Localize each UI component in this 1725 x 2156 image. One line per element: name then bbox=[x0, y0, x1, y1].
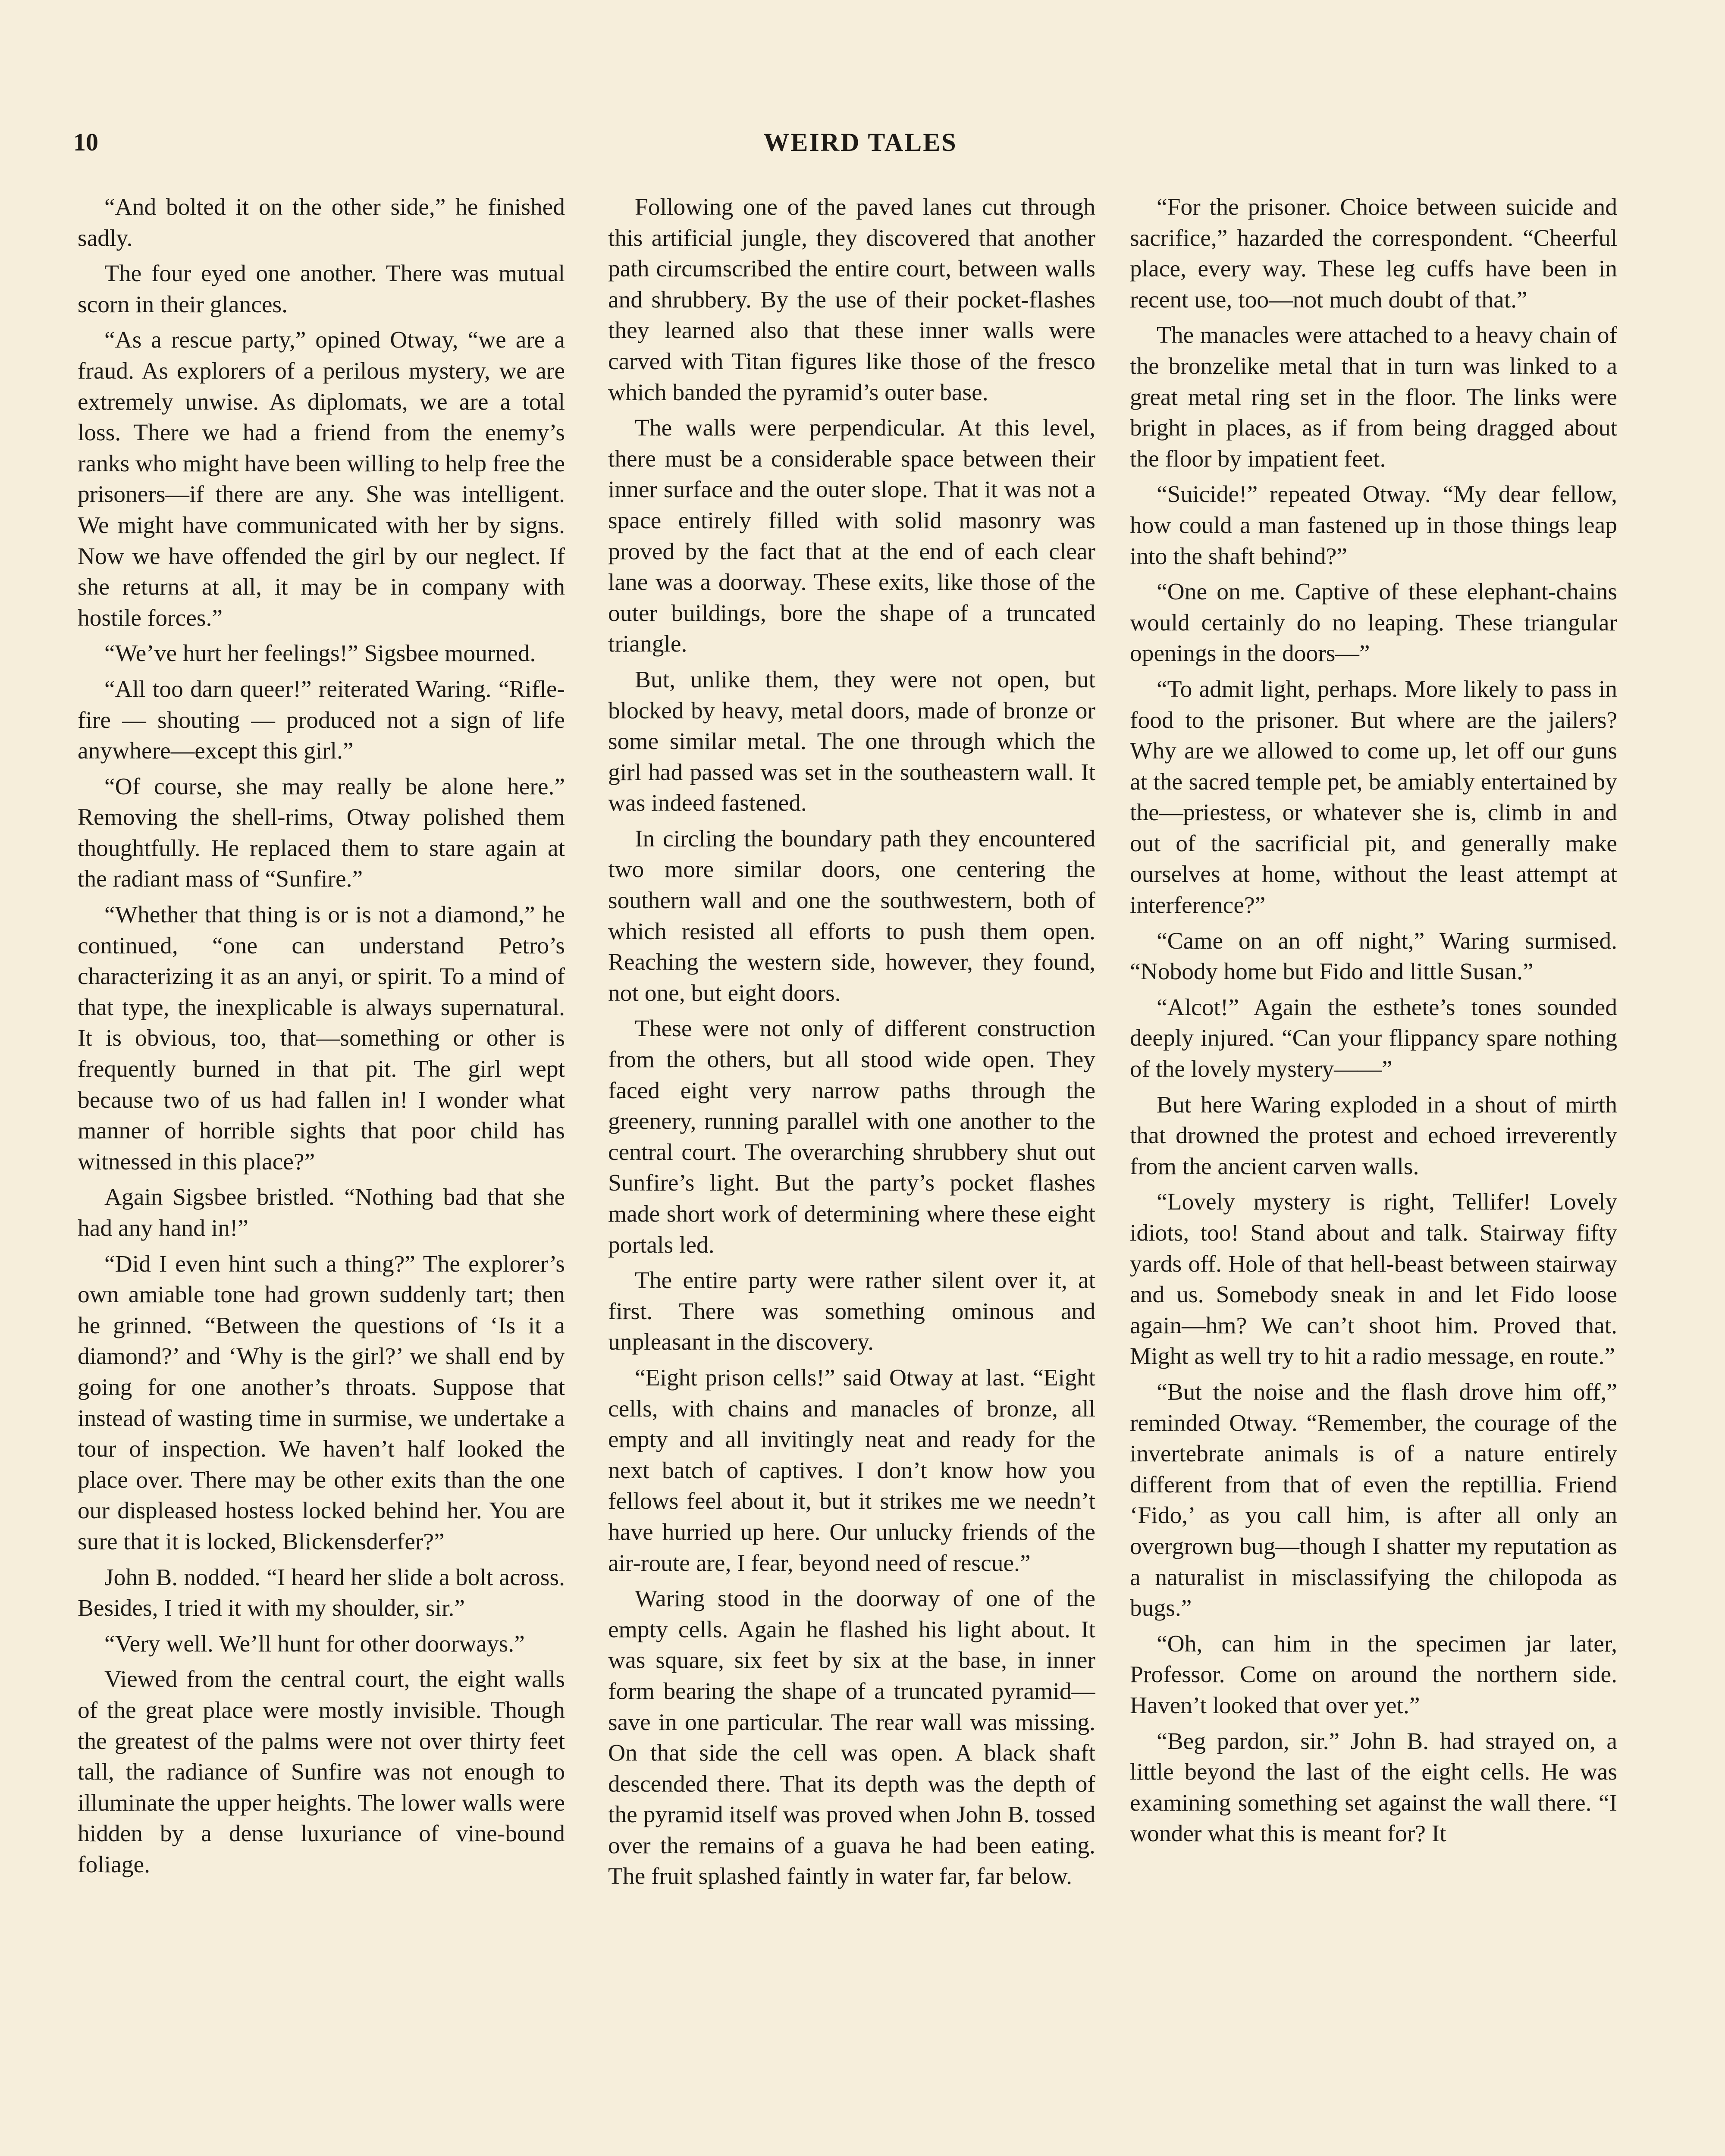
paragraph: “Did I even hint such a thing?” The explorer’s own amiable tone had grown suddenly tart; then he grinned. “Between the questions of ‘Is it a diamond?’ and ‘Why is the girl?’ we shall end by going for one another’s throats. Suppose that instead of wasting time in surmise, we undertake a tour of inspection. We haven’t half looked the place over. There may be other exits than the one our displeased hostess locked behind her. You are sure that it is locked, Blickensderfer?” bbox=[78, 1250, 565, 1555]
paragraph: “To admit light, perhaps. More likely to pass in food to the prisoner. But where are the jailers? Why are we allowed to come up, let off our guns at the sacred temple pet, be amiably entertained by the—priestess, or whatever she is, climb in and out of the sacrificial pit, and generally make ourselves at home, without the least attempt at interference?” bbox=[1130, 676, 1617, 919]
paragraph: “Whether that thing is or is not a diamond,” he continued, “one can understand Petro’s characterizing it as an anyi, or spirit. To a mind of that type, the inexplicable is always supernatural. It is obvious, too, that—something or other is frequently burned in that pit. The girl wept because two of us had fallen in! I wonder what manner of horrible sights that poor child has witnessed in this place?” bbox=[78, 902, 565, 1175]
text-column-3 bbox=[1130, 192, 1617, 2156]
paragraph: These were not only of different construction from the others, but all stood wide open. They faced eight very narrow paths through the greenery, running parallel with one another to the central court. The overarching shrubbery shut out Sunfire’s light. But the party’s pocket flashes made short work of determining where these eight portals led. bbox=[608, 1015, 1095, 1258]
paragraph: “Very well. We’ll hunt for other doorways.” bbox=[104, 1630, 525, 1657]
text-column-1 bbox=[78, 192, 565, 2156]
paragraph: “And bolted it on the other side,” he finished sadly. bbox=[78, 194, 565, 251]
paragraph: “As a rescue party,” opined Otway, “we are a fraud. As explorers of a perilous mystery, we are extremely unwise. As diplomats, we are a total loss. There we had a friend from the enemy’s ranks who might have been willing to help free the prisoners—if there are any. She was intelligent. We might have communicated with her by signs. Now we have offended the girl by our neglect. If she returns at all, it may be in company with hostile forces.” bbox=[78, 327, 565, 631]
paragraph: Waring stood in the doorway of one of the empty cells. Again he flashed his light about. It was square, six feet by six at the base, in inner form bearing the shape of a truncated pyramid—save in one particular. The rear wall was missing. On that side the cell was open. A black shaft descended there. That its depth was the depth of the pyramid itself was proved when John B. tossed over the remains of a guava he had been eating. The fruit splashed faintly in water far, far below. bbox=[608, 1586, 1095, 1890]
paragraph: But, unlike them, they were not open, but blocked by heavy, metal doors, made of bronze or some similar metal. The one through which the girl had passed was set in the southeastern wall. It was indeed fastened. bbox=[608, 666, 1095, 817]
paragraph: The entire party were rather silent over it, at first. There was something ominous and unpleasant in the discovery. bbox=[608, 1267, 1095, 1356]
paragraph: “Lovely mystery is right, Tellifer! Lovely idiots, too! Stand about and talk. Stairway fifty yards off. Hole of that hell-beast between stairway and us. Somebody sneak in and let Fido loose again—hm? We can’t shoot him. Proved that. Might as well try to hit a radio message, en route.” bbox=[1130, 1189, 1617, 1370]
paragraph: “Suicide!” repeated Otway. “My dear fellow, how could a man fastened up in those things leap into the shaft behind?” bbox=[1130, 481, 1617, 570]
text-column-2 bbox=[608, 192, 1095, 2156]
page-number: 10 bbox=[73, 128, 98, 156]
paragraph: Viewed from the central court, the eight walls of the great place were mostly invisible. Though the greatest of the palms were not over thirty feet tall, the radiance of Sunfire was not enough to illuminate the upper heights. The lower walls were hidden by a dense luxuriance of vine-bound foliage. bbox=[78, 1666, 565, 1878]
paragraph: The four eyed one another. There was mutual scorn in their glances. bbox=[78, 260, 565, 318]
page-header bbox=[73, 128, 1647, 166]
paragraph: Again Sigsbee bristled. “Nothing bad that she had any hand in!” bbox=[78, 1184, 565, 1241]
paragraph: “Oh, can him in the specimen jar later, Professor. Come on around the northern side. Haven’t looked that over yet.” bbox=[1130, 1630, 1617, 1719]
paragraph: In circling the boundary path they encountered two more similar doors, one centering the southern wall and one the southwestern, both of which resisted all efforts to push them open. Reaching the western side, however, they found, not one, but eight doors. bbox=[608, 825, 1095, 1006]
paragraph: “But the noise and the flash drove him off,” reminded Otway. “Remember, the courage of the invertebrate animals is of a nature entirely different from that of even the reptillia. Friend ‘Fido,’ as you call him, is after all only an overgrown bug—though I shatter my reputation as a naturalist in misclassifying the chilopoda as bugs.” bbox=[1130, 1379, 1617, 1622]
paragraph: “Beg pardon, sir.” John B. had strayed on, a little beyond the last of the eight cells. He was examining something set against the wall there. “I wonder what this is meant for? It bbox=[1130, 1728, 1617, 1847]
paragraph: The manacles were attached to a heavy chain of the bronzelike metal that in turn was linked to a great metal ring set in the floor. The links were bright in places, as if from being dragged about the floor by impatient feet. bbox=[1130, 322, 1617, 472]
paragraph: John B. nodded. “I heard her slide a bolt across. Besides, I tried it with my shoulder, sir.” bbox=[78, 1564, 565, 1622]
paragraph: Following one of the paved lanes cut through this artificial jungle, they discovered that another path circumscribed the entire court, between walls and shrubbery. By the use of their pocket-flashes they learned also that these inner walls were carved with Titan figures like those of the fresco which banded the pyramid’s outer base. bbox=[608, 194, 1095, 406]
paragraph: “Alcot!” Again the esthete’s tones sounded deeply injured. “Can your flippancy spare nothing of the lovely mystery——” bbox=[1130, 994, 1617, 1083]
paragraph: The walls were perpendicular. At this level, there must be a considerable space between their inner surface and the outer slope. That it was not a space entirely filled with solid masonry was proved by the fact that at the end of each clear lane was a doorway. These exits, like those of the outer buildings, bore the shape of a truncated triangle. bbox=[608, 415, 1095, 658]
magazine-title: WEIRD TALES bbox=[763, 128, 957, 157]
paragraph: “Came on an off night,” Waring surmised. “Nobody home but Fido and little Susan.” bbox=[1130, 928, 1617, 985]
paragraph: “For the prisoner. Choice between suicide and sacrifice,” hazarded the correspondent. “Cheerful place, every way. These leg cuffs have been in recent use, too—not much doubt of that.” bbox=[1130, 194, 1617, 313]
paragraph: But here Waring exploded in a shout of mirth that drowned the protest and echoed irreverently from the ancient carven walls. bbox=[1130, 1091, 1617, 1180]
paragraph: “Of course, she may really be alone here.” Removing the shell-rims, Otway polished them thoughtfully. He replaced them to stare again at the radiant mass of “Sunfire.” bbox=[78, 773, 565, 893]
paragraph: “We’ve hurt her feelings!” Sigsbee mourned. bbox=[104, 640, 536, 667]
paragraph: “One on me. Captive of these elephant-chains would certainly do no leaping. These triangular openings in the doors—” bbox=[1130, 579, 1617, 667]
paragraph: “All too darn queer!” reiterated Waring. “Rifle-fire — shouting — produced not a sign of life anywhere—except this girl.” bbox=[78, 676, 565, 765]
paragraph: “Eight prison cells!” said Otway at last. “Eight cells, with chains and manacles of bronze, all empty and all invitingly neat and ready for the next batch of captives. I don’t know how you fellows feel about it, but it strikes me we needn’t have hurried up here. Our unlucky friends of the air-route are, I fear, beyond need of rescue.” bbox=[608, 1364, 1095, 1576]
